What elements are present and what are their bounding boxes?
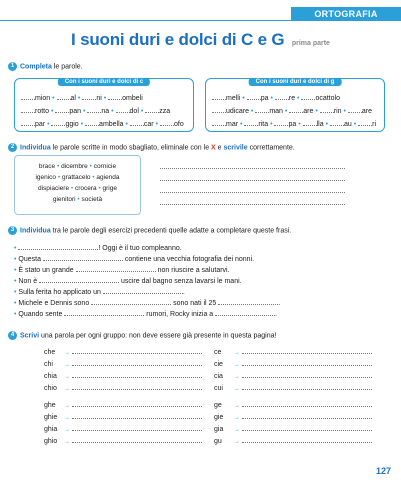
separator-dot: • [323,121,330,128]
group-row [214,412,372,421]
arrow-icon: → [234,427,240,433]
answer-line[interactable] [72,359,202,366]
separator-dot: • [90,174,97,181]
group-label: ce [214,349,222,356]
fill-blank[interactable] [358,118,372,126]
group-label: chi [44,361,53,368]
arrow-icon: → [64,403,70,409]
sentence-row [14,253,254,263]
sentence-text: contiene una vecchia fotografia dei nonni. [122,256,255,263]
box-line [212,92,378,102]
group-row [214,400,372,409]
group-row [214,347,372,356]
answer-line[interactable] [72,412,202,419]
word[interactable]: dispiaciere [37,185,70,192]
word-fragment: are [303,108,314,115]
group-label: cia [214,373,223,380]
fill-blank[interactable] [244,118,258,126]
word-line [15,163,140,170]
answer-line[interactable] [160,168,345,169]
separator-dot: • [268,121,275,128]
header-divider [0,20,401,21]
word[interactable]: agienda [96,174,120,181]
answer-line[interactable] [160,204,345,205]
fill-blank[interactable] [289,105,303,113]
sentence-row [14,242,182,252]
word-fragment: mion [35,95,51,102]
separator-dot: • [282,108,290,115]
word-fragment: melli [226,95,241,102]
group-label: ghe [44,402,56,409]
fill-blank[interactable] [76,264,156,272]
word-fragment: mar [226,121,239,128]
sentence-text: ! Oggi è il tuo compleanno. [98,245,182,252]
sentence-row [14,286,185,296]
answer-line[interactable] [72,347,202,354]
group-row [214,383,372,392]
group-row [44,412,202,421]
misspelled-word-box [14,155,141,215]
answer-line[interactable] [242,424,372,431]
word-fragment: ombeli [122,95,143,102]
sentence-text: . [275,311,278,318]
word-fragment: are [361,108,372,115]
fill-blank[interactable] [87,105,101,113]
arrow-icon: → [64,386,70,392]
word-fragment: udicare [226,108,249,115]
bullet: • [14,256,19,263]
bullet: • [14,278,19,285]
box-line [21,118,187,128]
arrow-icon: → [234,374,240,380]
fill-blank[interactable] [55,105,69,113]
group-row [214,424,372,433]
arrow-icon: → [64,415,70,421]
box-line [212,118,378,128]
word-fragment: rotto [35,108,50,115]
answer-line[interactable] [242,400,372,407]
sentence-text: uscire dal bagno senza lavarsi le mani. [119,278,242,285]
word[interactable]: cornicie [93,163,117,170]
group-label: gie [214,414,224,421]
answer-line[interactable] [72,400,202,407]
word-fragment: ggio [65,121,79,128]
sentence-row [14,297,280,307]
arrow-icon: → [234,403,240,409]
sentence-text: rumori, Rocky inizia a [144,311,216,318]
separator-dot: • [55,163,62,170]
bullet: • [14,300,19,307]
group-row [44,383,202,392]
fill-blank[interactable] [303,118,317,126]
fill-blank[interactable] [275,92,289,100]
arrow-icon: → [234,439,240,445]
exercise-2-instruction: 2 Individua le parole scritte in modo sbagliato, eliminale con le X e scrivile correttamente. [8,143,295,152]
exercise-1-instruction: 1 Completa le parole. [8,62,83,71]
fill-blank[interactable] [18,242,98,250]
group-label: cie [214,361,223,368]
section-tab: ORTOGRAFIA [291,7,401,21]
fill-blank[interactable] [212,105,226,113]
sentence-text: Michele e Dennis sono [18,300,92,307]
word-fragment: lla [316,121,324,128]
answer-line[interactable] [242,347,372,354]
word-fragment: re [288,95,296,102]
fill-blank[interactable] [212,118,226,126]
word[interactable]: grattacelo [61,174,91,181]
separator-dot: • [75,196,82,203]
fill-blank[interactable] [212,92,226,100]
separator-dot: • [138,108,146,115]
separator-dot: • [268,95,275,102]
word[interactable]: igenico [35,174,57,181]
group-label: ghia [44,426,58,433]
fill-blank[interactable] [39,275,119,283]
separator-dot: • [50,95,57,102]
group-row [214,436,372,445]
group-label: ghio [44,438,58,445]
word[interactable]: dicembre [61,163,88,170]
separator-dot: • [78,121,86,128]
word-fragment: par [35,121,46,128]
word-fragment: ambella [99,121,124,128]
title-sub: prima parte [291,40,330,47]
sentence-text: . [278,300,281,307]
answer-line[interactable] [72,436,202,443]
sentence-row [14,308,277,318]
sentence-text: Sulla ferita ho applicato un [18,289,103,296]
word-fragment: rin [333,108,342,115]
word-fragment: ocattolo [315,95,340,102]
fill-blank[interactable] [116,105,130,113]
sentence-text: Questa [18,256,43,263]
group-row [214,371,372,380]
arrow-icon: → [234,350,240,356]
group-label: chia [44,373,57,380]
fill-blank[interactable] [43,253,123,261]
separator-dot: • [56,174,62,181]
fill-blank[interactable] [130,118,144,126]
arrow-icon: → [64,374,70,380]
word[interactable]: brace [38,163,56,170]
answer-line[interactable] [242,412,372,419]
arrow-icon: → [64,439,70,445]
arrow-icon: → [64,362,70,368]
fill-blank[interactable] [320,105,334,113]
word-fragment: zza [159,108,171,115]
bullet: • [14,289,19,296]
word-fragment: rita [258,121,269,128]
word[interactable]: crocera [74,185,97,192]
word-fragment: ni [96,95,102,102]
arrow-icon: → [64,427,70,433]
sentence-row [14,275,242,285]
answer-line[interactable] [72,383,202,390]
fill-blank[interactable] [21,118,35,126]
fill-blank[interactable] [348,105,362,113]
separator-dot: • [49,108,56,115]
sentence-text: . [182,289,185,296]
word-fragment: al [70,95,76,102]
group-label: gia [214,426,224,433]
word-line [15,196,140,203]
fill-blank[interactable] [274,118,288,126]
word-box-g [205,78,385,132]
separator-dot: • [313,108,320,115]
sentence-row [14,264,230,274]
word-fragment: car [143,121,154,128]
sentence-text: Non è [18,278,40,285]
word-fragment: ofo [173,121,184,128]
fill-blank[interactable] [85,118,99,126]
x-mark: X [211,144,216,152]
bullet: • [14,267,19,274]
fill-blank[interactable] [51,118,65,126]
fill-blank[interactable] [160,118,174,126]
answer-line[interactable] [160,180,345,181]
bullet: • [14,311,19,318]
sentence-text: non riuscire a salutarvi. [155,267,230,274]
word-fragment: pa [260,95,269,102]
bullet: • [14,245,19,252]
box-heading: Con i suoni duri e dolci di g [249,78,342,86]
fill-blank[interactable] [108,92,122,100]
group-row [214,359,372,368]
group-label: chio [44,385,57,392]
separator-dot: • [75,95,83,102]
sentence-text: sono nati il 25 [171,300,219,307]
box-line [21,92,187,102]
word[interactable]: società [81,196,103,203]
fill-blank[interactable] [91,297,171,305]
sentence-text: È stato un grande [18,267,76,274]
word-box-c [14,78,194,132]
fill-blank[interactable] [82,92,96,100]
separator-dot: • [240,95,247,102]
separator-dot: • [238,121,245,128]
fill-blank[interactable] [145,105,159,113]
box-line [212,105,378,115]
fill-blank[interactable] [57,92,71,100]
word-fragment: man [269,108,283,115]
group-row [44,371,202,380]
separator-dot: • [248,108,256,115]
fill-blank[interactable] [247,92,261,100]
group-row [44,359,202,368]
separator-dot: • [45,121,52,128]
group-row [44,436,202,445]
group-row [44,347,202,356]
separator-dot: • [81,108,88,115]
group-label: che [44,349,56,356]
page-number: 127 [375,466,391,476]
answer-line[interactable] [242,371,372,378]
word[interactable]: grige [102,185,117,192]
group-row [44,400,202,409]
arrow-icon: → [234,362,240,368]
page-title [0,30,401,50]
fill-blank[interactable] [255,105,269,113]
word-fragment: ri [372,121,377,128]
word-line [15,185,140,192]
word[interactable]: gienitori [52,196,76,203]
separator-dot: • [351,121,359,128]
separator-dot: • [87,163,94,170]
word-fragment: pa [288,121,297,128]
answer-line[interactable] [72,424,202,431]
answer-line[interactable] [160,192,345,193]
exercise-4-instruction: 4 Scrivi una parola per ogni gruppo: non deve essere già presente in questa pagina! [8,331,276,340]
group-label: ghie [44,414,58,421]
sentence-text: Quando sente [18,311,65,318]
separator-dot: • [123,121,130,128]
box-heading: Con i suoni duri e dolci di c [58,78,150,86]
header-bar [0,0,401,22]
word-fragment: au [343,121,352,128]
separator-dot: • [153,121,160,128]
exercise-3-instruction: 3 Individua tra le parole degli esercizi precedenti quelle adatte a completare queste frasi. [8,226,291,235]
separator-dot: • [295,95,302,102]
group-label: gu [214,438,222,445]
answer-line[interactable] [242,359,372,366]
fill-blank[interactable] [215,308,278,318]
word-fragment: dol [129,108,139,115]
fill-blank[interactable] [218,297,281,307]
arrow-icon: → [64,350,70,356]
fill-blank[interactable] [301,92,315,100]
separator-dot: • [109,108,116,115]
separator-dot: • [96,185,103,192]
fill-blank[interactable] [21,92,35,100]
separator-dot: • [69,185,75,192]
fill-blank[interactable] [330,118,344,126]
separator-dot: • [101,95,109,102]
fill-blank[interactable] [103,286,183,294]
answer-line[interactable] [72,371,202,378]
arrow-icon: → [234,415,240,421]
separator-dot: • [341,108,348,115]
group-row [44,424,202,433]
separator-dot: • [296,121,303,128]
word-line [15,174,140,181]
answer-line[interactable] [242,383,372,390]
arrow-icon: → [234,386,240,392]
group-label: cui [214,385,223,392]
exercise-number: 1 [8,62,17,71]
fill-blank[interactable] [21,105,35,113]
box-line [21,105,187,115]
word-fragment: na [101,108,110,115]
group-label: ge [214,402,222,409]
fill-blank[interactable] [64,308,144,316]
answer-line[interactable] [242,436,372,443]
title-main: I suoni duri e dolci di C e G [71,30,285,49]
word-fragment: pan [69,108,82,115]
